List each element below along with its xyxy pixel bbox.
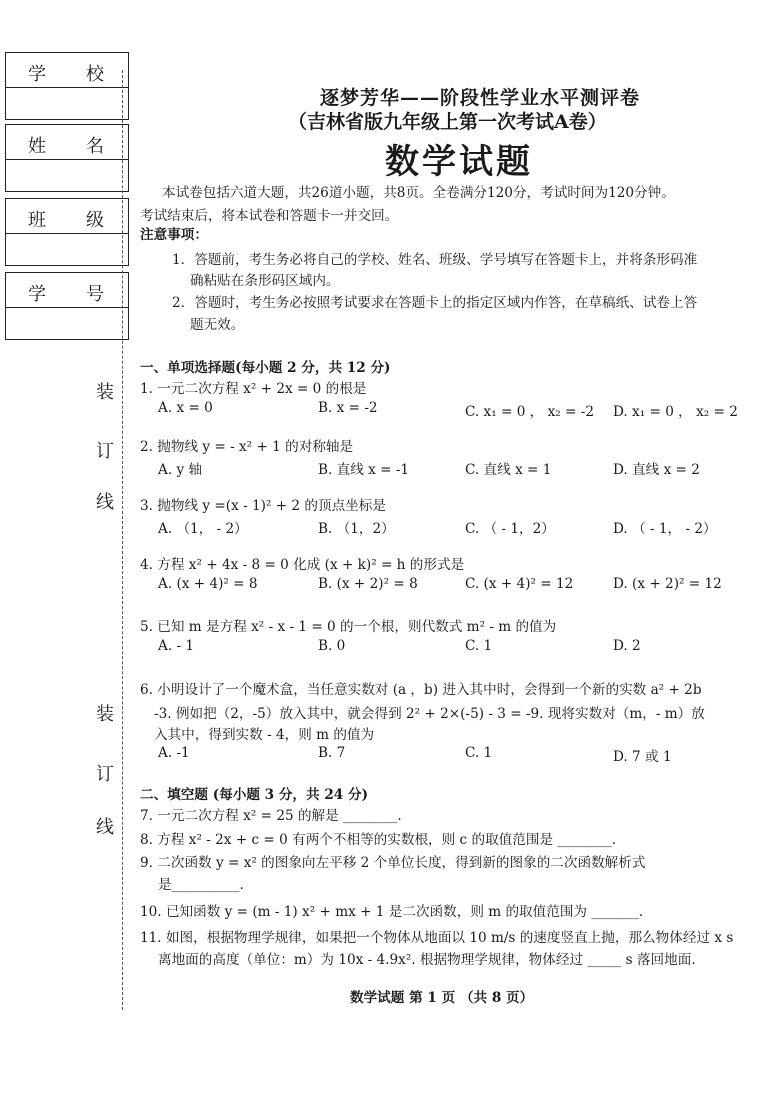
section-2-title: 二、填空题 (每小题 3 分，共 24 分) xyxy=(140,787,369,803)
q4-option-c: C. (x + 4)² = 12 xyxy=(465,576,574,592)
q9-line-2: 是__________. xyxy=(158,877,244,893)
school-blank xyxy=(6,88,128,119)
q4-stem: 4. 方程 x² + 4x - 8 = 0 化成 (x + k)² = h 的形式是 xyxy=(140,557,465,573)
q9-line-1: 9. 二次函数 y = x² 的图象向左平移 2 个单位长度，得到新的图象的二次函数解析式 xyxy=(140,855,646,871)
class-label-a: 班 xyxy=(28,210,46,231)
q1-stem: 1. 一元二次方程 x² + 2x = 0 的根是 xyxy=(140,381,367,397)
binding-char-4: 装 xyxy=(96,704,114,725)
q6-line-1: 6. 小明设计了一个魔术盒，当任意实数对 (a ，b) 进入其中时，会得到一个新的实数 a² + 2b xyxy=(140,682,702,698)
notice-2-line-2: 题无效。 xyxy=(190,317,245,333)
q3-option-a: A. （1， - 2） xyxy=(158,521,248,537)
q8: 8. 方程 x² - 2x + c = 0 有两个不相等的实数根，则 c 的取值范围是 ________. xyxy=(140,832,617,848)
binding-char-3: 线 xyxy=(96,492,114,513)
notice-1-line-2: 确粘贴在条形码区域内。 xyxy=(190,273,340,289)
q5-option-c: C. 1 xyxy=(465,638,493,654)
q6-option-d: D. 7 或 1 xyxy=(613,749,672,765)
q3-option-d: D. （ - 1， - 2） xyxy=(613,521,717,537)
intro-line-2: 考试结束后，将本试卷和答题卡一并交回。 xyxy=(140,208,399,224)
binding-char-5: 订 xyxy=(96,764,114,785)
notice-2-line-1: 2．答题时，考生务必按照考试要求在答题卡上的指定区域内作答，在草稿纸、试卷上答 xyxy=(172,295,698,311)
q3-stem: 3. 抛物线 y =(x - 1)² + 2 的顶点坐标是 xyxy=(140,498,386,514)
student-id-blank xyxy=(6,308,128,339)
student-id-label-b: 号 xyxy=(86,284,104,305)
name-label-a: 姓 xyxy=(28,136,46,157)
q5-stem: 5. 已知 m 是方程 x² - x - 1 = 0 的一个根，则代数式 m² - m 的值为 xyxy=(140,619,557,635)
school-field xyxy=(5,52,129,120)
binding-char-1: 装 xyxy=(96,382,114,403)
q5-option-d: D. 2 xyxy=(613,638,641,654)
binding-char-6: 线 xyxy=(96,817,114,838)
q5-option-b: B. 0 xyxy=(318,638,346,654)
school-label-a: 学 xyxy=(28,64,46,85)
student-id-field xyxy=(5,272,129,340)
exam-page xyxy=(140,0,765,1107)
q3-option-c: C. （ - 1，2） xyxy=(465,521,555,537)
q6-line-2: -3. 例如把（2，-5）放入其中，就会得到 2² + 2×(-5) - 3 = -9. 现将实数对（m，- m）放 xyxy=(154,706,705,722)
q11-line-2: 离地面的高度（单位：m）为 10x - 4.9x². 根据物理学规律，物体经过 _____ s 落回地面. xyxy=(158,952,696,968)
exam-edition-title: （吉林省版九年级上第一次考试A卷） xyxy=(288,111,607,133)
name-blank xyxy=(6,160,128,191)
class-blank xyxy=(6,234,128,265)
binding-char-2: 订 xyxy=(96,441,114,462)
q10: 10. 已知函数 y = (m - 1) x² + mx + 1 是二次函数，则 m 的取值范围为 _______. xyxy=(140,904,644,920)
q7: 7. 一元二次方程 x² = 25 的解是 ________. xyxy=(140,808,402,824)
q4-option-b: B. (x + 2)² = 8 xyxy=(318,576,418,592)
q2-stem: 2. 抛物线 y = - x² + 1 的对称轴是 xyxy=(140,439,354,455)
class-label-b: 级 xyxy=(86,210,104,231)
name-label-b: 名 xyxy=(86,136,104,157)
student-id-label-a: 学 xyxy=(28,284,46,305)
q4-option-d: D. (x + 2)² = 12 xyxy=(613,576,722,592)
q2-option-b: B. 直线 x = -1 xyxy=(318,462,410,478)
notice-1-line-1: 1．答题前，考生务必将自己的学校、姓名、班级、学号填写在答题卡上，并将条形码准 xyxy=(172,252,698,268)
binding-dashed-line xyxy=(122,70,123,1010)
q1-option-b: B. x = -2 xyxy=(318,400,378,416)
q5-option-a: A. - 1 xyxy=(158,638,195,654)
q6-line-3: 入其中，得到实数 - 4，则 m 的值为 xyxy=(154,727,375,743)
q1-option-c: C. x₁ = 0 ， x₂ = -2 xyxy=(465,404,594,420)
q2-option-c: C. 直线 x = 1 xyxy=(465,462,552,478)
q6-option-c: C. 1 xyxy=(465,745,493,761)
q6-option-a: A. -1 xyxy=(158,745,190,761)
notice-title: 注意事项： xyxy=(140,227,208,243)
exam-subject-title: 数学试题 xyxy=(385,142,533,182)
q2-option-a: A. y 轴 xyxy=(158,462,203,478)
name-field xyxy=(5,124,129,192)
q6-option-b: B. 7 xyxy=(318,745,346,761)
intro-line-1: 本试卷包括六道大题，共26道小题，共8页。全卷满分120分，考试时间为120分钟。 xyxy=(162,185,675,201)
q3-option-b: B. （1，2） xyxy=(318,521,395,537)
class-field xyxy=(5,198,129,266)
q11-line-1: 11. 如图，根据物理学规律，如果把一个物体从地面以 10 m/s 的速度竖直上抛，那么物体经过 x s xyxy=(140,930,734,946)
page-footer: 数学试题 第 1 页 （共 8 页） xyxy=(350,990,534,1006)
binding-sidebar xyxy=(0,0,135,1107)
q2-option-d: D. 直线 x = 2 xyxy=(613,462,700,478)
exam-series-title: 逐梦芳华——阶段性学业水平测评卷 xyxy=(320,87,641,109)
q1-option-a: A. x = 0 xyxy=(158,400,213,416)
q4-option-a: A. (x + 4)² = 8 xyxy=(158,576,258,592)
school-label-b: 校 xyxy=(86,64,104,85)
section-1-title: 一、单项选择题(每小题 2 分，共 12 分) xyxy=(140,360,391,376)
q1-option-d: D. x₁ = 0 ， x₂ = 2 xyxy=(613,404,738,420)
